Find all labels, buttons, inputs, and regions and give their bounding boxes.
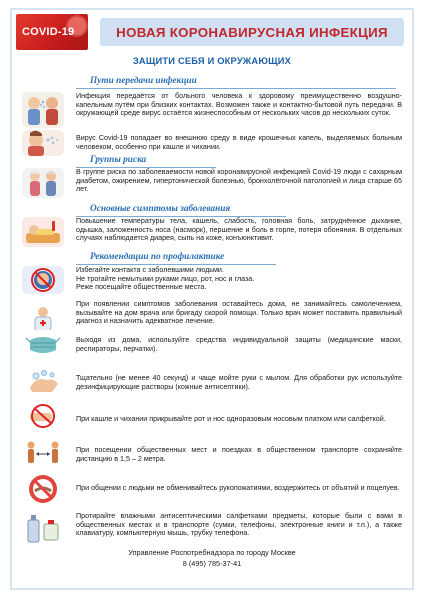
section-heading-risk: Группы риска bbox=[90, 155, 147, 165]
footer-org: Управление Роспотребнадзора по городу Москве bbox=[128, 548, 296, 557]
coughing-person-icon bbox=[22, 130, 64, 156]
symptoms-text: Повышение температуры тела, кашель, слабость, головная боль, затруднённое дыхание, одышка, заложенность носа (насморк), першение и боль в горле, потеря обоняния. В отдельных случаях наблюдается диарея, сыпь на коже, конъюнктивит. bbox=[76, 217, 402, 243]
section-divider bbox=[76, 264, 276, 265]
section-divider bbox=[76, 88, 396, 89]
section-heading-prevention: Рекомендации по профилактике bbox=[90, 252, 225, 262]
prevention-text-4: Тщательно (не менее 40 секунд) и чаще мойте руки с мылом. Для обработки рук используйте дезинфицирующие растворы (кожные антисептики). bbox=[76, 374, 402, 391]
prevention-text-2: При появлении симптомов заболевания оставайтесь дома, не занимайтесь самолечением, вызывайте на дом врача или бригаду скорой помощи. Только врач может поставить правильный диагноз и назначить адекватное лечение. bbox=[76, 300, 402, 326]
transmission-text-2: Вирус Covid-19 попадает во внешнюю среду в виде крошечных капель, выделяемых больным человеком, особенно при кашле и чихании. bbox=[76, 134, 402, 151]
section-heading-transmission: Пути передачи инфекции bbox=[90, 76, 197, 86]
prevention-text-5: При кашле и чихании прикрывайте рот и нос одноразовым носовым платком или салфеткой. bbox=[76, 415, 386, 423]
disinfection-icon bbox=[22, 510, 64, 546]
page-subtitle: ЗАЩИТИ СЕБЯ И ОКРУЖАЮЩИХ bbox=[132, 56, 292, 66]
header bbox=[16, 14, 408, 50]
poster bbox=[10, 8, 414, 590]
stay-home-doctor-icon bbox=[22, 304, 64, 332]
no-touch-face-icon bbox=[22, 266, 64, 294]
no-sneeze-icon bbox=[22, 403, 64, 429]
elderly-people-icon bbox=[22, 168, 64, 198]
footer-phone: 8 (495) 785-37-41 bbox=[182, 559, 242, 568]
social-distance-icon bbox=[22, 438, 64, 468]
title-banner bbox=[100, 18, 404, 46]
prevention-text-6: При посещении общественных мест и поездках в общественном транспорте сохраняйте дистанцию в 1,5 – 2 метра. bbox=[76, 446, 402, 463]
prevention-text-3: Выходя из дома, используйте средства индивидуальной защиты (медицинские маски, респираторы, перчатки). bbox=[76, 336, 402, 353]
hand-washing-icon bbox=[22, 366, 64, 396]
sick-person-icon bbox=[22, 217, 64, 247]
sneezing-people-icon bbox=[22, 92, 64, 128]
prevention-text-1: Избегайте контакта с заболевшими людьми. Не трогайте немытыми руками лицо, рот, нос и глаза. Реже посещайте общественные места. bbox=[76, 266, 255, 292]
risk-text: В группе риска по заболеваемости новой коронавирусной инфекцией Covid-19 люди с сахарным диабетом, ожирением, гипертонической болезнью, бронхолёгочной патологией и лица старше 65 лет. bbox=[76, 168, 402, 194]
prevention-text-7: При общении с людьми не обменивайтесь рукопожатиями, воздержитесь от объятий и поцелуев. bbox=[76, 484, 400, 492]
face-mask-icon bbox=[22, 330, 64, 360]
covid-logo bbox=[16, 14, 88, 50]
no-handshake-icon bbox=[22, 472, 64, 506]
logo-label: COVID-19 bbox=[22, 26, 75, 38]
prevention-text-8: Протирайте влажными антисептическими салфетками предметы, которые были с вами в общественных местах и в транспорте (сумки, телефоны, электронные книги и т.п.), а также клавиатуру, компьютерную мышь, трубку телефона. bbox=[76, 512, 402, 538]
transmission-text-1: Инфекция передаётся от больного человека к здоровому преимущественно воздушно-капельным путём при близких контактах. Возможен также и контактно-бытовой путь передачи. В окружающей среде вирус остаётся жизнеспособным от нескольких часов до нескольких суток. bbox=[76, 92, 402, 118]
page-title: НОВАЯ КОРОНАВИРУСНАЯ ИНФЕКЦИЯ bbox=[116, 24, 388, 40]
section-heading-symptoms: Основные симптомы заболевания bbox=[90, 204, 231, 214]
